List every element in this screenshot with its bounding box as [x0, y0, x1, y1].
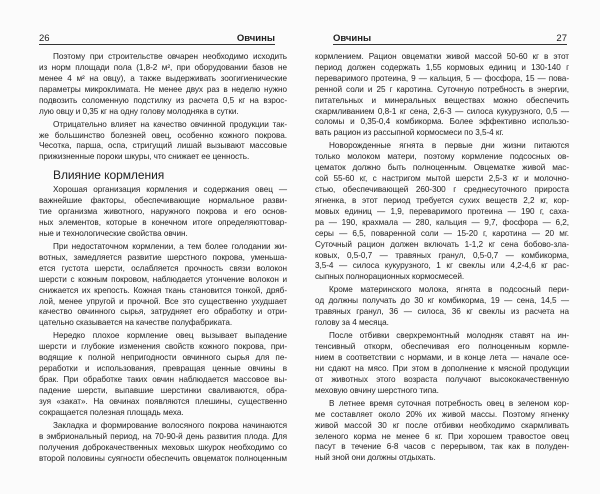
- text-line: лой, менее упругой и прочной. Все это существенно ухудшает: [39, 296, 287, 306]
- text-line: сыпных полнорационных кормосмесей.: [315, 272, 465, 282]
- text-line: период должен содержать 1,55 кормовых единиц и 130-140 г: [315, 62, 569, 72]
- text-line: шерсти с кожным покровом, наблюдается утончение волокон и: [39, 274, 287, 284]
- text-line: ный зной они должны отдыхать.: [315, 453, 436, 463]
- text-line: Нередко плохое кормление овец вызывает выпадение: [53, 331, 287, 341]
- text-line: Хорошая организация кормления и содержания овец —: [53, 185, 287, 195]
- text-line: получения доброкачественных меховых шкурок необходимо со: [39, 442, 287, 452]
- text-line: кормлением. Рацион овцематки живой массой 50-60 кг в этот: [315, 52, 569, 61]
- text-line: прижизненные пороки шкуры, что снижает ее ценность.: [39, 152, 250, 162]
- text-line: При недостаточном кормлении, а тем более голодании жи-: [53, 241, 287, 251]
- text-line: вотных, замедляется развитие шерстного покрова, уменьша-: [39, 252, 287, 262]
- section-heading: Влияние кормления: [53, 168, 165, 183]
- text-line: снижается их крепость. Кожная ткань становится тонкой, дряб-: [39, 285, 287, 295]
- text-line: реработки и использования, превращая ценные овчины в: [39, 364, 287, 374]
- text-line: сой 55-60 кг, с настригом мытой шерсти 2,5-3 кг и молочно-: [315, 174, 569, 184]
- paragraph: [315, 285, 569, 329]
- text-line: Закладка и формирование волосяного покрова начинаются: [53, 420, 287, 430]
- text-line: ме составляет около 20% их живой массы. Поэтому ягненку: [315, 409, 569, 419]
- text-line: водящие к полной непригодности овчинного сырья для пе-: [39, 353, 287, 363]
- text-line: подвозить соломенную подстилку из расчета 0,5 кг на взрос-: [39, 95, 287, 105]
- text-line: живой массой 30 кг после отбивки необходимо скармливать: [315, 420, 569, 430]
- text-line: Поэтому при строительстве овчарен необходимо исходить: [53, 52, 287, 61]
- text-line: зуя «закат». На овчинах появляются плешины, существенно: [39, 396, 287, 406]
- text-line: цематок должно быть полноценным. Овцематке живой мас-: [315, 163, 569, 173]
- text-line: сокращается полезная площадь меха.: [39, 407, 184, 417]
- text-line: меховую овчину шерстного типа.: [315, 385, 439, 395]
- text-line: параметры микроклимата. Не менее двух раз в неделю нужно: [39, 84, 287, 94]
- paragraph: [315, 52, 569, 139]
- text-line: соломы и 0,35-0,4 комбикорма. Более эффективно использо-: [315, 117, 569, 127]
- right-body-text: [315, 52, 569, 466]
- text-line: в эмбриональный период, на 70-90-й день развития плода. Для: [39, 431, 287, 441]
- text-line: ные и технологические свойства овчин.: [39, 228, 188, 238]
- text-line: питательных и минеральных веществах можно обеспечить: [315, 95, 569, 105]
- text-line: Суточный рацион должен включать 1-1,2 кг сена бобово-зла-: [315, 239, 569, 249]
- text-line: же большинство болезней овец, особенно кожного покрова.: [39, 130, 287, 140]
- text-line: ни сдают на мясо. При этом в дополнение к мясной продукции: [315, 363, 569, 373]
- text-line: Новорожденные ягнята в первые дни жизни питаются: [329, 141, 569, 151]
- page-number: 27: [556, 33, 567, 44]
- paragraph: [315, 399, 569, 464]
- text-line: переваримого протеина, 9 — кальция, 5 — фосфора, 15 — пова-: [315, 73, 569, 83]
- running-head-right: [333, 32, 567, 45]
- text-line: голову за 4 месяца.: [315, 318, 389, 328]
- paragraph: [39, 331, 287, 418]
- text-line: ковых, 0,5-0,7 — травяных гранул, 0,5-0,7 — комбикорма,: [315, 250, 569, 260]
- text-line: Кроме материнского молока, ягнята в подсосный пери-: [329, 285, 569, 295]
- text-line: цательно сказывается на качестве полуфабриката.: [39, 318, 233, 328]
- text-line: Отрицательно влияет на качество овчинной продукции так-: [53, 119, 287, 129]
- text-line: После отбивки сверхремонтный молодняк ставят на ин-: [329, 331, 569, 341]
- text-line: серы — 6,5, поваренной соли — 15-20 г, каротина — 20 мг.: [315, 228, 569, 238]
- paragraph: [315, 331, 569, 396]
- text-line: ягненка, в этот период требуется сухих веществ 2,2 кг, кор-: [315, 195, 569, 205]
- text-line: стью, обеспечивающей 260-300 г среднесуточного прироста: [315, 185, 569, 195]
- text-line: лую овцу и 0,35 кг на одну голову молодняка в сутки.: [39, 106, 239, 116]
- running-title: Овчины: [333, 33, 372, 44]
- text-line: второй половины суягности обеспечить овцематок полноценным: [39, 453, 287, 463]
- text-line: менее 4 м² на овцу), а также выдерживать зоогигиенические: [39, 73, 287, 83]
- text-line: только молоком матери, поэтому кормление подсосных ов-: [315, 152, 569, 162]
- text-line: скармливанием 0,8-1 кг сена, 2,6-3 — силоса кукурузного, 0,5 —: [315, 106, 569, 116]
- text-line: тенсивный откорм, обеспечивая его полноценным кормле-: [315, 342, 569, 352]
- left-body-text: [39, 52, 287, 467]
- paragraph: [39, 242, 287, 329]
- text-line: ных элементов, которые в конечном итоге определяюттовар-: [39, 217, 287, 227]
- paragraph: [315, 141, 569, 283]
- text-line: В летнее время суточная потребность овец в зеленом кор-: [329, 398, 569, 408]
- text-line: важнейшие факторы, обеспечивающие нормальное разви-: [39, 196, 287, 206]
- text-line: падение шерсти, выпавшие шерстинки сваливаются, обра-: [39, 385, 287, 395]
- text-line: Чесотка, парша, оспа, стригущий лишай вызывают массовые: [39, 141, 287, 151]
- paragraph: [39, 52, 287, 117]
- text-line: ется густота шерсти, ослабляется прочность связи волокон: [39, 263, 287, 273]
- text-line: мовых единиц — 1,9, переваримого протеина — 190 г, саха-: [315, 206, 569, 216]
- text-line: брак. При обработке таких овчин наблюдается массовое вы-: [39, 375, 287, 385]
- running-head-left: [39, 32, 275, 45]
- paragraph: [39, 421, 287, 465]
- paragraph: [39, 185, 287, 240]
- text-line: нием в соответствии с нормами, и в конце лета — начале осе-: [315, 353, 569, 363]
- paragraph: [39, 120, 287, 164]
- text-line: из норм площади пола (1,8-2 м², при оборудовании базов не: [39, 62, 287, 72]
- right-page: [300, 0, 600, 494]
- text-line: пасут в течение 6-8 часов с перерывом, так как в полуден-: [315, 442, 569, 452]
- text-line: ра — 190, крахмала — 280, кальция — 9,7, фосфора — 6,2,: [315, 217, 569, 227]
- text-line: од должны получать до 30 кг комбикорма, 19 — сена, 14,5 —: [315, 296, 569, 306]
- text-line: 3,5-4 — силоса кукурузного, 1 кг свеклы или 4,2-4,6 кг рас-: [315, 261, 569, 271]
- page-number: 26: [39, 33, 50, 44]
- text-line: травяных гранул, 36 — силоса, 36 кг свеклы из расчета на: [315, 307, 569, 317]
- text-line: шерсти и глубокие изменения свойств кожного покрова, при-: [39, 342, 287, 352]
- text-line: вать рацион из рассыпной кормосмеси по 3,5-4 кг.: [315, 128, 504, 138]
- text-line: качество овчинного сырья, затрудняет его обработку и отри-: [39, 307, 287, 317]
- running-title: Овчины: [236, 33, 275, 44]
- text-line: от животных этого возраста получают высококачественную: [315, 374, 569, 384]
- text-line: зеленого корма не менее 6 кг. При хорошем травостое овец: [315, 431, 569, 441]
- text-line: тие организма животного, наружного покрова и его основ-: [39, 207, 287, 217]
- text-line: ренной соли и 25 г каротина. Суточную потребность в энергии,: [315, 84, 569, 94]
